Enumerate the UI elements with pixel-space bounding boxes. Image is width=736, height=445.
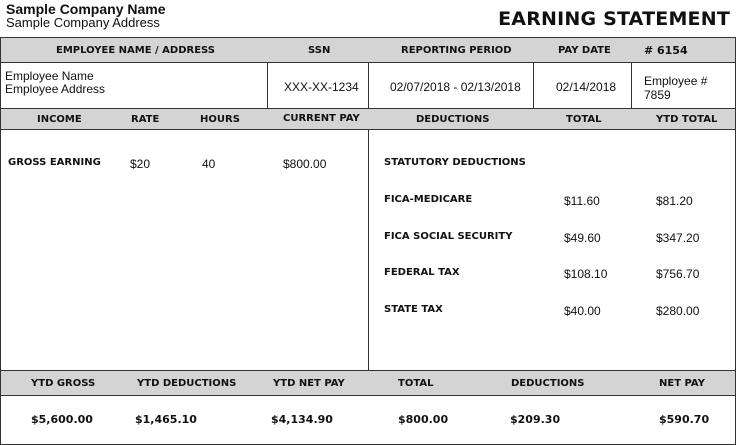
- ytd-net-pay-value: $4,134.90: [271, 413, 333, 426]
- summary-header-band: [0, 371, 736, 395]
- deduction-ytd-state-tax: $280.00: [656, 304, 700, 318]
- company-name: Sample Company Name: [6, 1, 166, 17]
- earnings-header-band: [0, 109, 736, 129]
- rule-info-col-4: [631, 62, 632, 109]
- employee-name: Employee Name: [5, 69, 94, 83]
- deduction-label-state-tax: STATE TAX: [384, 304, 443, 315]
- reporting-period-value: 02/07/2018 - 02/13/2018: [390, 80, 521, 94]
- col-pay-date: PAY DATE: [558, 45, 611, 56]
- pay-date-value: 02/14/2018: [556, 80, 617, 94]
- col-ytd-gross: YTD GROSS: [31, 378, 96, 389]
- income-rate: $20: [130, 157, 151, 171]
- summary-deductions-value: $209.30: [510, 413, 561, 426]
- deduction-total-fica-social-security: $49.60: [564, 231, 601, 245]
- income-hours: 40: [202, 157, 216, 171]
- rule-income-deductions: [368, 129, 369, 371]
- col-summary-total: TOTAL: [398, 378, 434, 389]
- net-pay-value: $590.70: [659, 413, 710, 426]
- col-deductions: DEDUCTIONS: [416, 114, 490, 125]
- statement-number: 6154: [657, 44, 688, 57]
- col-ssn: SSN: [308, 45, 331, 56]
- rule-summary-header: [0, 395, 736, 396]
- deduction-total-fica-medicare: $11.60: [564, 194, 600, 208]
- income-label: GROSS EARNING: [8, 157, 101, 168]
- col-total: TOTAL: [566, 114, 602, 125]
- col-hours: HOURS: [200, 114, 240, 125]
- deduction-ytd-fica-social-security: $347.20: [656, 231, 700, 245]
- deduction-label-fica-medicare: FICA-MEDICARE: [384, 194, 473, 205]
- col-summary-deductions: DEDUCTIONS: [511, 378, 585, 389]
- employee-number-value: 7859: [644, 88, 671, 102]
- deduction-total-state-tax: $40.00: [564, 304, 601, 318]
- summary-total-value: $800.00: [398, 413, 449, 426]
- col-income: INCOME: [37, 114, 82, 125]
- col-current-pay: CURRENT PAY: [283, 113, 360, 124]
- col-ytd-net-pay: YTD NET PAY: [273, 378, 345, 389]
- income-current-pay: $800.00: [283, 157, 327, 171]
- document-title: EARNING STATEMENT: [498, 8, 730, 30]
- deduction-label-federal-tax: FEDERAL TAX: [384, 267, 460, 278]
- ssn-value: XXX-XX-1234: [284, 80, 359, 94]
- ytd-gross-value: $5,600.00: [31, 413, 93, 426]
- col-rate: RATE: [131, 114, 160, 125]
- ytd-deductions-value: $1,465.10: [135, 413, 197, 426]
- col-reporting-period: REPORTING PERIOD: [401, 45, 512, 56]
- col-employee-name-address: EMPLOYEE NAME / ADDRESS: [56, 45, 215, 56]
- border-top: [0, 37, 736, 38]
- col-ytd-deductions: YTD DEDUCTIONS: [137, 378, 237, 389]
- rule-info-col-3: [533, 62, 534, 109]
- company-address: Sample Company Address: [6, 15, 160, 30]
- statutory-deductions-heading: STATUTORY DEDUCTIONS: [384, 157, 526, 168]
- col-ytd-total: YTD TOTAL: [656, 114, 718, 125]
- rule-info-col-2: [368, 62, 369, 109]
- employee-number-label: Employee #: [644, 74, 708, 88]
- col-net-pay: NET PAY: [659, 378, 705, 389]
- border-left: [0, 37, 1, 445]
- number-sign: #: [644, 44, 654, 57]
- deduction-label-fica-social-security: FICA SOCIAL SECURITY: [384, 231, 513, 242]
- deduction-ytd-fica-medicare: $81.20: [656, 194, 693, 208]
- deduction-ytd-federal-tax: $756.70: [656, 267, 700, 281]
- rule-info-col-1: [267, 62, 268, 109]
- employee-address: Employee Address: [5, 82, 106, 96]
- deduction-total-federal-tax: $108.10: [564, 267, 608, 281]
